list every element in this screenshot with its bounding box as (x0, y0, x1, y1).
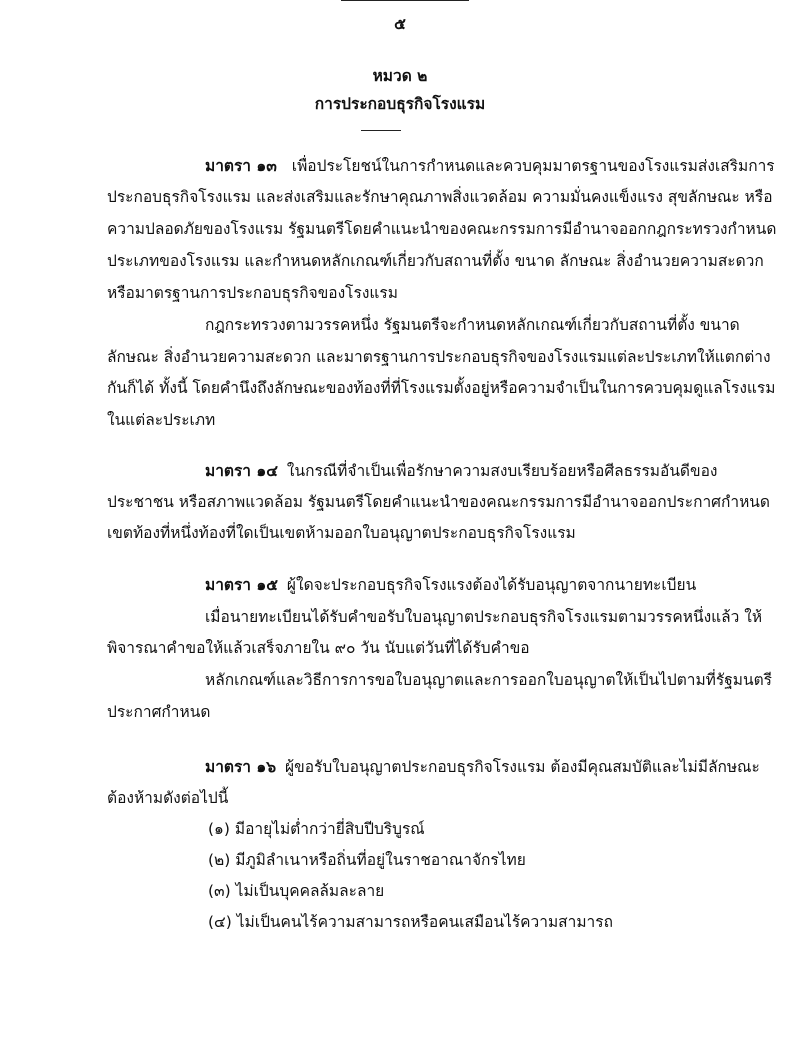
section-13-para2-line: ลักษณะ สิ่งอำนวยความสะดวก และมาตรฐานการประกอบธุรกิจของโรงแรมแต่ละประเภทให้แตกต่าง (107, 348, 771, 366)
section-13-para2-line: กันก็ได้ ทั้งนี้ โดยคำนึงถึงลักษณะของท้องที่ที่โรงแรมตั้งอยู่หรือความจำเป็นในการควบคุมดูแลโรงแรม (107, 379, 776, 397)
section-14 (205, 461, 717, 481)
section-15 (205, 575, 696, 595)
list-item: (๓) ไม่เป็นบุคคลล้มละลาย (208, 882, 385, 900)
section-14-text: ในกรณีที่จำเป็นเพื่อรักษาความสงบเรียบร้อยหรือศีลธรรมอันดีของ (286, 462, 718, 480)
section-16-label: มาตรา ๑๖ (205, 758, 277, 776)
section-13-text: เพื่อประโยชน์ในการกำหนดและควบคุมมาตรฐานของโรงแรมส่งเสริมการ (291, 157, 775, 175)
chapter-title: การประกอบธุรกิจโรงแรม (314, 95, 486, 113)
section-13-label: มาตรา ๑๓ (205, 157, 277, 175)
section-15-text: ผู้ใดจะประกอบธุรกิจโรงแรงต้องได้รับอนุญาตจากนายทะเบียน (286, 576, 697, 594)
section-14-label: มาตรา ๑๔ (205, 462, 278, 480)
section-14-line: ประชาชน หรือสภาพแวดล้อม รัฐมนตรีโดยคำแนะนำของคณะกรรมการมีอำนาจออกประกาศกำหนด (107, 493, 770, 511)
chapter-heading: หมวด ๒ (372, 67, 428, 85)
section-16-line: ต้องห้ามดังต่อไปนี้ (107, 789, 229, 807)
section-15-para3: หลักเกณฑ์และวิธีการการขอใบอนุญาตและการออกใบอนุญาตให้เป็นไปตามที่รัฐมนตรี (205, 671, 772, 689)
section-13 (205, 156, 775, 176)
section-13-line: ประกอบธุรกิจโรงแรม และส่งเสริมและรักษาคุณภาพสิ่งแวดล้อม ความมั่นคงแข็งแรง สุขลักษณะ หรือ (107, 188, 773, 206)
title-underline (361, 130, 401, 131)
section-14-line: เขตท้องที่หนึ่งท้องที่ใดเป็นเขตห้ามออกใบอนุญาตประกอบธุรกิจโรงแรม (107, 524, 576, 542)
section-13-line: หรือมาตรฐานการประกอบธุรกิจของโรงแรม (107, 284, 398, 302)
section-13-para2: กฎกระทรวงตามวรรคหนึ่ง รัฐมนตรีจะกำหนดหลักเกณฑ์เกี่ยวกับสถานที่ตั้ง ขนาด (205, 316, 740, 334)
section-16-text: ผู้ขอรับใบอนุญาตประกอบธุรกิจโรงแรม ต้องมีคุณสมบัติและไม่มีลักษณะ (285, 758, 760, 776)
section-15-para2-line: พิจารณาคำขอให้แล้วเสร็จภายใน ๙๐ วัน นับแต่วันที่ได้รับคำขอ (107, 639, 530, 657)
top-rule (341, 0, 469, 1)
section-15-para3-line: ประกาศกำหนด (107, 703, 211, 721)
list-item: (๔) ไม่เป็นคนไร้ความสามารถหรือคนเสมือนไร้ความสามารถ (208, 913, 613, 931)
section-15-label: มาตรา ๑๕ (205, 576, 278, 594)
section-16 (205, 757, 760, 777)
section-15-para2: เมื่อนายทะเบียนได้รับคำขอรับใบอนุญาตประกอบธุรกิจโรงแรมตามวรรคหนึ่งแล้ว ให้ (205, 608, 763, 626)
list-item: (๑) มีอายุไม่ต่ำกว่ายี่สิบปีบริบูรณ์ (208, 820, 425, 838)
page-number: ๕ (394, 15, 406, 33)
section-13-para2-line: ในแต่ละประเภท (107, 411, 216, 429)
section-13-line: ความปลอดภัยของโรงแรม รัฐมนตรีโดยคำแนะนำของคณะกรรมการมีอำนาจออกกฎกระทรวงกำหนด (107, 220, 777, 238)
list-item: (๒) มีภูมิลำเนาหรือถิ่นที่อยู่ในราชอาณาจักรไทย (208, 851, 526, 869)
section-13-line: ประเภทของโรงแรม และกำหนดหลักเกณฑ์เกี่ยวกับสถานที่ตั้ง ขนาด ลักษณะ สิ่งอำนวยความสะดวก (107, 252, 764, 270)
